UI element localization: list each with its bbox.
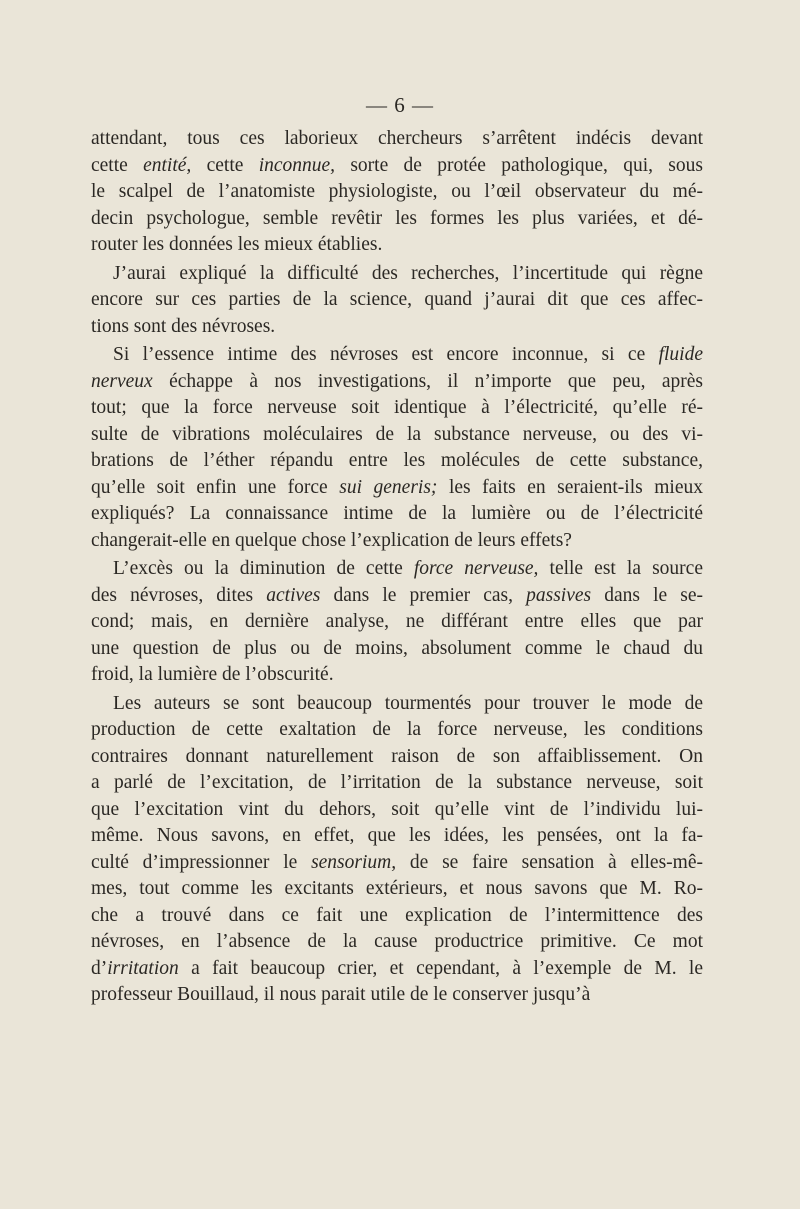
- text-line: [91, 797, 703, 824]
- text-line: [91, 528, 703, 555]
- text-run: professeur Bouillaud, il nous parait utile de le conserver jusqu’à: [91, 984, 591, 1005]
- text-line: [91, 583, 703, 610]
- text-run: échappe à nos investigations, il n’importe que peu, après: [152, 370, 703, 392]
- text-line: [91, 448, 703, 475]
- italic-text: nerveux: [91, 370, 153, 392]
- text-line: [91, 126, 703, 153]
- italic-text: inconnue,: [258, 154, 336, 176]
- text-line: [91, 929, 703, 956]
- text-run: Si l’essence intime des névroses est encore inconnue, si ce: [113, 344, 659, 365]
- italic-text: sui generis;: [339, 476, 438, 498]
- text-line: [91, 206, 703, 233]
- text-run: sorte de protée pathologique, qui, sous: [335, 154, 703, 176]
- text-line: [91, 956, 703, 983]
- text-run: culté d’impressionner le: [91, 851, 312, 873]
- italic-text: force nerveuse,: [413, 558, 539, 579]
- text-run: même. Nous savons, en effet, que les idées, les pensées, ont la fa-: [91, 825, 703, 846]
- text-run: decin psychologue, semble revêtir les formes les plus variées, et dé-: [91, 207, 703, 229]
- text-run: mes, tout comme les excitants extérieurs, et nous savons que M. Ro-: [91, 878, 703, 899]
- text-line: [91, 609, 703, 636]
- paragraph: [91, 556, 703, 689]
- text-run: contraires donnant naturellement raison de son affaiblissement. On: [91, 745, 703, 767]
- text-run: Les auteurs se sont beaucoup tourmentés pour trouver le mode de: [113, 692, 703, 714]
- text-run: dans le se-: [591, 584, 703, 606]
- text-run: brations de l’éther répandu entre les molécules de cette substance,: [91, 450, 703, 471]
- text-run: dans le premier cas,: [320, 584, 527, 606]
- text-run: névroses, en l’absence de la cause productrice primitive. Ce mot: [91, 931, 703, 952]
- italic-text: irritation: [107, 957, 179, 979]
- text-run: telle est la source: [538, 558, 703, 579]
- italic-text: actives: [266, 584, 321, 606]
- text-line: [91, 395, 703, 422]
- italic-text: sensorium,: [311, 851, 397, 873]
- text-run: d’: [91, 957, 108, 979]
- italic-text: fluide: [658, 344, 703, 365]
- text-run: que l’excitation vint du dehors, soit qu’elle vint de l’individu lui-: [91, 798, 703, 820]
- text-line: [91, 717, 703, 744]
- text-line: [91, 903, 703, 930]
- text-line: [91, 475, 703, 502]
- text-run: che a trouvé dans ce fait une explication de l’intermittence des: [91, 904, 703, 926]
- text-run: attendant, tous ces laborieux chercheurs s’arrêtent indécis devant: [91, 128, 703, 149]
- text-line: [91, 691, 703, 718]
- text-run: changerait-elle en quelque chose l’explication de leurs effets?: [91, 529, 572, 551]
- text-line: [91, 556, 703, 583]
- text-run: encore sur ces parties de la science, quand j’aurai dit que ces affec-: [91, 289, 703, 310]
- text-run: L’excès ou la diminution de cette: [113, 558, 414, 579]
- paragraph: [91, 691, 703, 1009]
- italic-text: passives: [526, 584, 592, 606]
- text-run: production de cette exaltation de la force nerveuse, les conditions: [91, 719, 703, 740]
- text-line: [91, 501, 703, 528]
- text-line: [91, 770, 703, 797]
- text-line: [91, 287, 703, 314]
- text-run: a parlé de l’excitation, de l’irritation de la substance nerveuse, soit: [91, 772, 703, 793]
- text-line: [91, 422, 703, 449]
- text-run: de se faire sensation à elles-mê-: [396, 851, 703, 873]
- text-line: [91, 850, 703, 877]
- text-line: [91, 342, 703, 369]
- text-run: tions sont des névroses.: [91, 315, 276, 337]
- body-text: [91, 126, 703, 1011]
- text-run: des névroses, dites: [91, 584, 267, 606]
- text-run: froid, la lumière de l’obscurité.: [91, 664, 334, 685]
- text-line: [91, 232, 703, 259]
- text-line: [91, 179, 703, 206]
- text-run: sulte de vibrations moléculaires de la substance nerveuse, ou des vi-: [91, 423, 703, 445]
- text-run: le scalpel de l’anatomiste physiologiste, ou l’œil observateur du mé-: [91, 181, 703, 202]
- text-line: [91, 982, 703, 1009]
- text-run: cette: [91, 154, 144, 176]
- text-run: J’aurai expliqué la difficulté des recherches, l’incertitude qui règne: [113, 262, 703, 284]
- text-line: [91, 636, 703, 663]
- text-line: [91, 823, 703, 850]
- paragraph: [91, 342, 703, 554]
- text-run: tout; que la force nerveuse soit identique à l’électricité, qu’elle ré-: [91, 397, 703, 418]
- text-run: qu’elle soit enfin une force: [91, 476, 340, 498]
- text-run: les faits en seraient-ils mieux: [437, 476, 703, 498]
- paragraph: [91, 126, 703, 259]
- text-run: a fait beaucoup crier, et cependant, à l’exemple de M. le: [178, 957, 703, 979]
- page-number: — 6 —: [366, 93, 434, 117]
- text-line: [91, 369, 703, 396]
- text-line: [91, 261, 703, 288]
- text-line: [91, 876, 703, 903]
- text-run: cette: [191, 154, 259, 176]
- text-run: router les données les mieux établies.: [91, 234, 383, 255]
- text-line: [91, 153, 703, 180]
- paragraph: [91, 261, 703, 341]
- text-line: [91, 662, 703, 689]
- text-line: [91, 744, 703, 771]
- text-line: [91, 314, 703, 341]
- italic-text: entité,: [143, 154, 192, 176]
- text-run: une question de plus ou de moins, absolument comme le chaud du: [91, 637, 703, 659]
- text-run: cond; mais, en dernière analyse, ne différant entre elles que par: [91, 611, 703, 632]
- text-run: expliqués? La connaissance intime de la lumière ou de l’électricité: [91, 503, 703, 524]
